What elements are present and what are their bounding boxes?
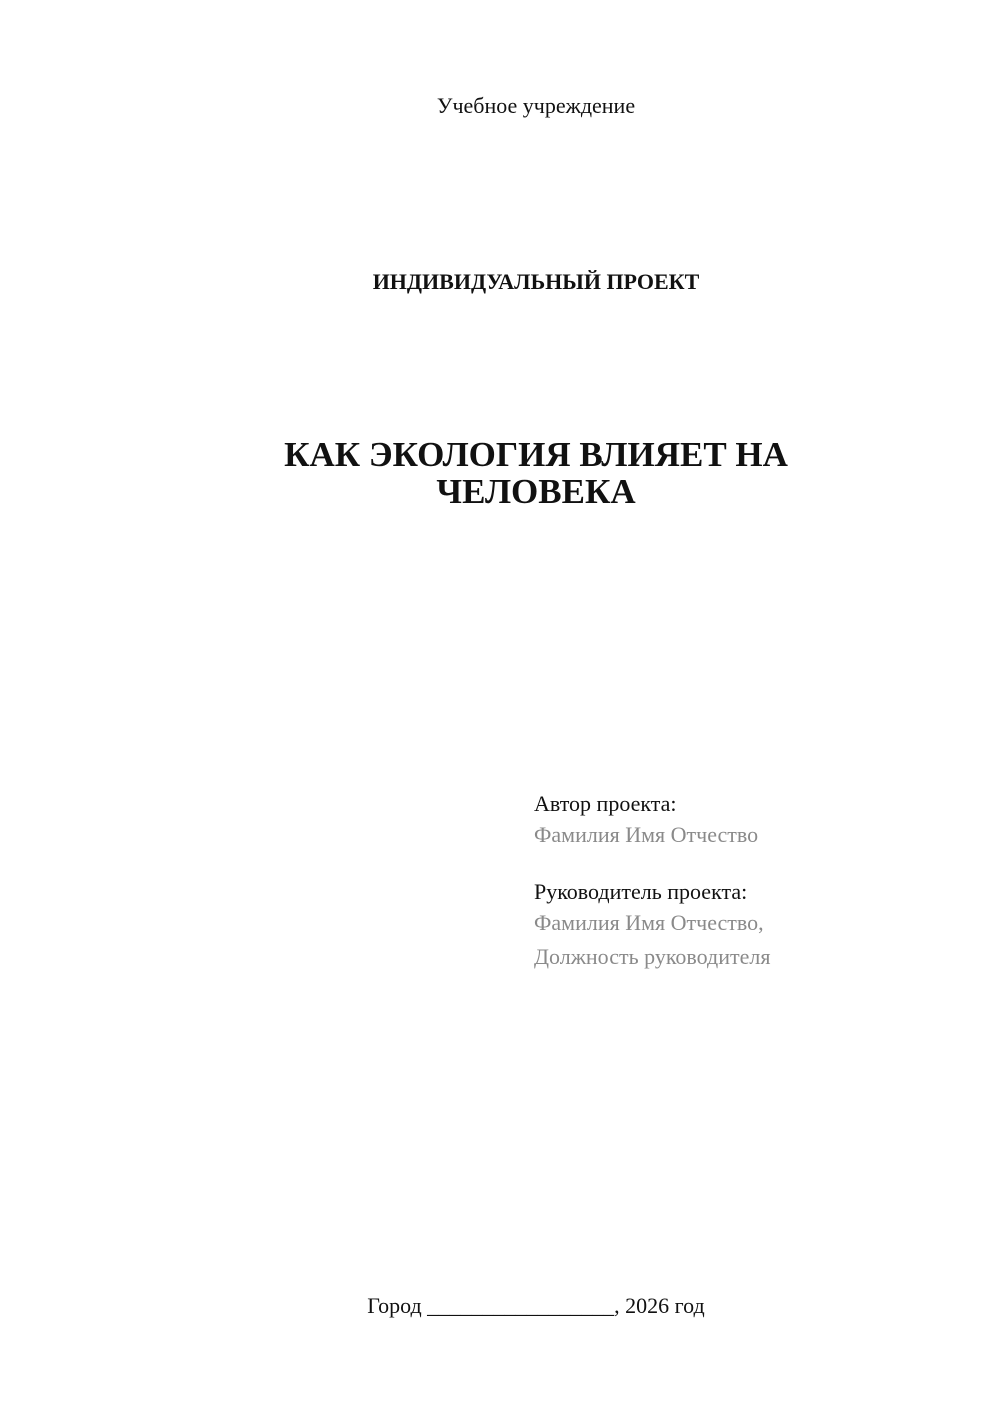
city-year-line: Город _________________, 2026 год	[367, 1293, 705, 1318]
supervisor-label: Руководитель проекта:	[534, 879, 748, 904]
supervisor-name: Фамилия Имя Отчество,	[534, 910, 764, 935]
author-name: Фамилия Имя Отчество	[534, 822, 759, 847]
supervisor-block	[534, 878, 974, 974]
project-title	[200, 436, 872, 510]
document-type-heading: ИНДИВИДУАЛЬНЫЙ ПРОЕКТ	[372, 269, 700, 294]
project-info-block	[534, 790, 974, 974]
project-title-line-2: ЧЕЛОВЕКА	[436, 472, 636, 511]
institution-name: Учебное учреждение	[436, 93, 636, 118]
author-label: Автор проекта:	[534, 791, 677, 816]
author-block	[534, 790, 974, 852]
supervisor-position: Должность руководителя	[534, 944, 771, 969]
project-title-line-1: КАК ЭКОЛОГИЯ ВЛИЯЕТ НА	[284, 435, 788, 474]
